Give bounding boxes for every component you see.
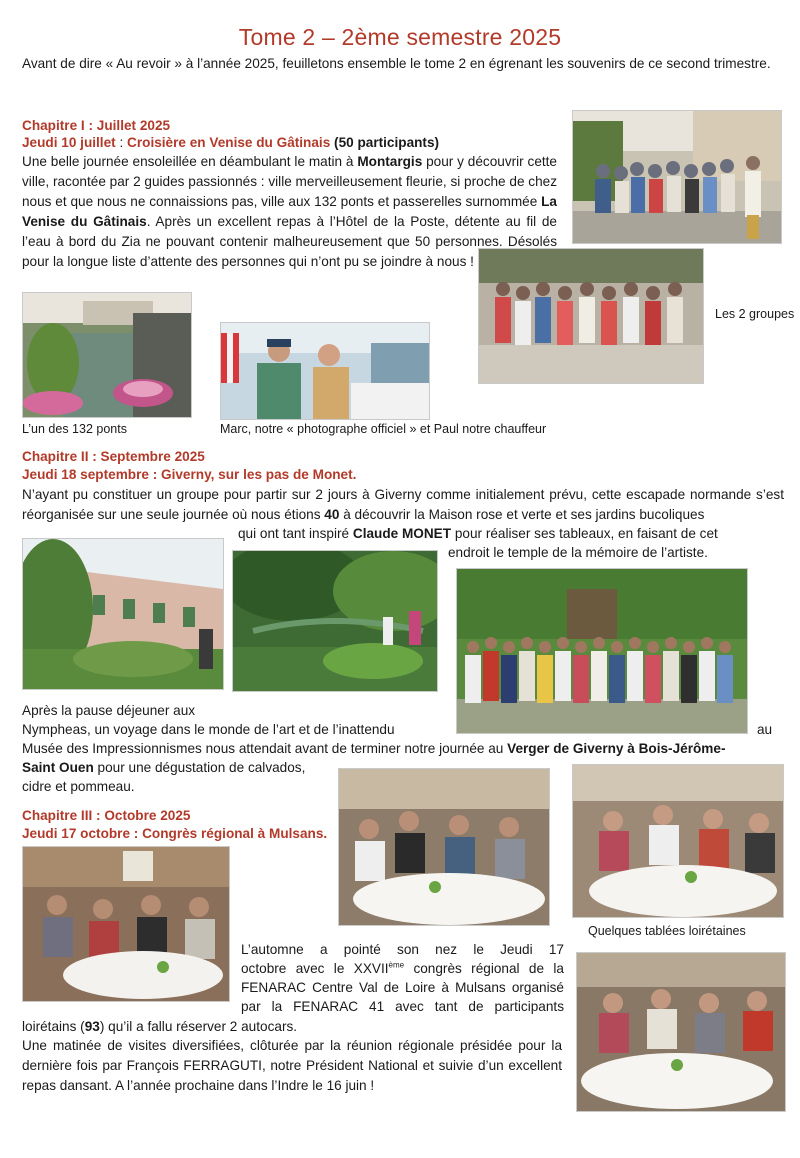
banquet-photo-3 xyxy=(572,764,784,918)
chapter-1-text-b: pour y découvrir cette ville, racontée par 2 guides passionnés : ville merveilleusement fleurie, si proche de chez nous et que nous ne connaissions pas, ville aux 132 ponts et passerelles surnommée xyxy=(22,154,557,209)
caption-tables: Quelques tablées loirétaines xyxy=(588,924,746,938)
chapter-3-line-1: L’automne a pointé son nez le Jeudi 17 xyxy=(241,942,564,957)
chapter-2-line-monet xyxy=(238,524,784,544)
chapter-2-text-d: pour réaliser ses tableaux, en faisant de cet xyxy=(451,526,718,541)
chapter-3-bold-93: 93 xyxy=(84,1019,100,1034)
chapter-3-text-loiretains: loirétains ( xyxy=(22,1019,85,1034)
chapter-1-bold-venise: La Venise du Gâtinais xyxy=(22,194,557,229)
caption-photographer: Marc, notre « photographe officiel » et Paul notre chauffeur xyxy=(220,422,547,436)
photographer-photo xyxy=(220,322,430,420)
chapter-2-line-musee xyxy=(22,739,784,759)
chapter-2-text-c: qui ont tant inspiré xyxy=(238,526,353,541)
chapter-1-heading: Chapitre I : Juillet 2025 xyxy=(22,118,171,133)
chapter-3-subtitle: Jeudi 17 octobre : Congrès régional à Mulsans. xyxy=(22,826,328,841)
caption-groups: Les 2 groupes xyxy=(715,307,795,321)
chapter-1-text-c: . Après un excellent repas à l’Hôtel de la Poste, détente au fil de l’eau à bord du Zia ne pouvant contenir malheureusement que 50 personnes. Désolés pour la longue liste d’attente des personnes qui n’ont pu se joindre à nous ! xyxy=(22,214,557,269)
banquet-photo-2 xyxy=(338,768,550,926)
chapter-2-paragraph-a xyxy=(22,485,784,525)
chapter-1-bold-montargis: Montargis xyxy=(357,154,423,169)
chapter-1-paragraph xyxy=(22,152,557,272)
chapter-1-date: Jeudi 10 juillet xyxy=(22,135,116,150)
giverny-house-photo xyxy=(22,538,224,690)
chapter-3-line-2 xyxy=(241,959,564,979)
chapter-1-sep: : xyxy=(115,135,128,150)
chapter-3-line-5 xyxy=(22,1017,297,1037)
chapter-2-line-temple: endroit le temple de la mémoire de l’artiste. xyxy=(448,545,708,560)
chapter-1-trip-title: Croisière en Venise du Gâtinais xyxy=(127,135,331,150)
chapter-3-text-regional: congrès régional de la xyxy=(404,961,564,976)
chapter-2-text-calvados: pour une dégustation de calvados, xyxy=(93,760,306,775)
chapter-2-subtitle: Jeudi 18 septembre : Giverny, sur les pas de Monet. xyxy=(22,467,357,482)
caption-bridge: L’un des 132 ponts xyxy=(22,422,127,436)
chapter-3-text-autocars: ) qu’il a fallu réserver 2 autocars. xyxy=(99,1019,298,1034)
chapter-3-paragraph: Une matinée de visites diversifiées, clôturée par la réunion régionale présidée pour la dernière fois par François FERRAGUTI, notre Président National et suivie d’un excellent repas dansant. A l’année prochaine dans l’Indre le 16 juin ! xyxy=(22,1038,562,1093)
chapter-2-text-musee: Musée des Impressionnismes nous attendait avant de terminer notre journée au xyxy=(22,741,508,756)
group-photo-1 xyxy=(572,110,782,244)
bridge-photo xyxy=(22,292,192,418)
chapter-3-text-congres: octobre avec le XXVII xyxy=(241,961,389,976)
banquet-photo-4 xyxy=(576,952,786,1112)
chapter-3-sup-eme: ème xyxy=(388,960,405,970)
chapter-3-heading: Chapitre III : Octobre 2025 xyxy=(22,808,191,823)
banquet-photo-1 xyxy=(22,846,230,1002)
chapter-2-text-a: N’ayant pu constituer un groupe pour partir sur 2 jours à Giverny comme initialement prévu, cette escapade normande s’est réorganisée sur une seule journée où nous étions xyxy=(22,487,784,522)
chapter-1-subtitle xyxy=(22,133,562,153)
giverny-group-photo xyxy=(456,568,748,734)
chapter-2-line-lunch: Après la pause déjeuner aux xyxy=(22,703,196,718)
page-title: Tome 2 – 2ème semestre 2025 xyxy=(238,24,562,50)
chapter-3-line-4: par la FENARAC 41 avec tant de participants xyxy=(241,999,564,1014)
chapter-1-text-a: Une belle journée ensoleillée en déambulant le matin à xyxy=(22,154,358,169)
chapter-2-line-au: au xyxy=(757,722,773,737)
chapter-2-line-nympheas: Nympheas, un voyage dans le monde de l’art et de l’inattendu xyxy=(22,722,395,737)
chapter-2-bold-40: 40 xyxy=(324,507,340,522)
chapter-2-line-saint-ouen xyxy=(22,758,305,778)
chapter-2-bold-verger: Verger de Giverny à Bois-Jérôme- xyxy=(507,741,726,756)
intro-paragraph: Avant de dire « Au revoir » à l’année 2025, feuilletons ensemble le tome 2 en égrenant les souvenirs de ce second trimestre. xyxy=(22,56,771,71)
chapter-2-line-cidre: cidre et pommeau. xyxy=(22,779,135,794)
chapter-2-bold-monet: Claude MONET xyxy=(352,526,452,541)
group-photo-2 xyxy=(478,248,704,384)
chapter-2-heading: Chapitre II : Septembre 2025 xyxy=(22,449,205,464)
chapter-2-bold-saint-ouen: Saint Ouen xyxy=(22,760,94,775)
chapter-3-line-3: FENARAC Centre Val de Loire à Mulsans organisé xyxy=(241,980,564,995)
giverny-garden-photo xyxy=(232,550,438,692)
chapter-2-text-b: à découvrir la Maison rose et verte et ses jardins bucoliques xyxy=(339,507,705,522)
chapter-1-participants: (50 participants) xyxy=(334,135,440,150)
